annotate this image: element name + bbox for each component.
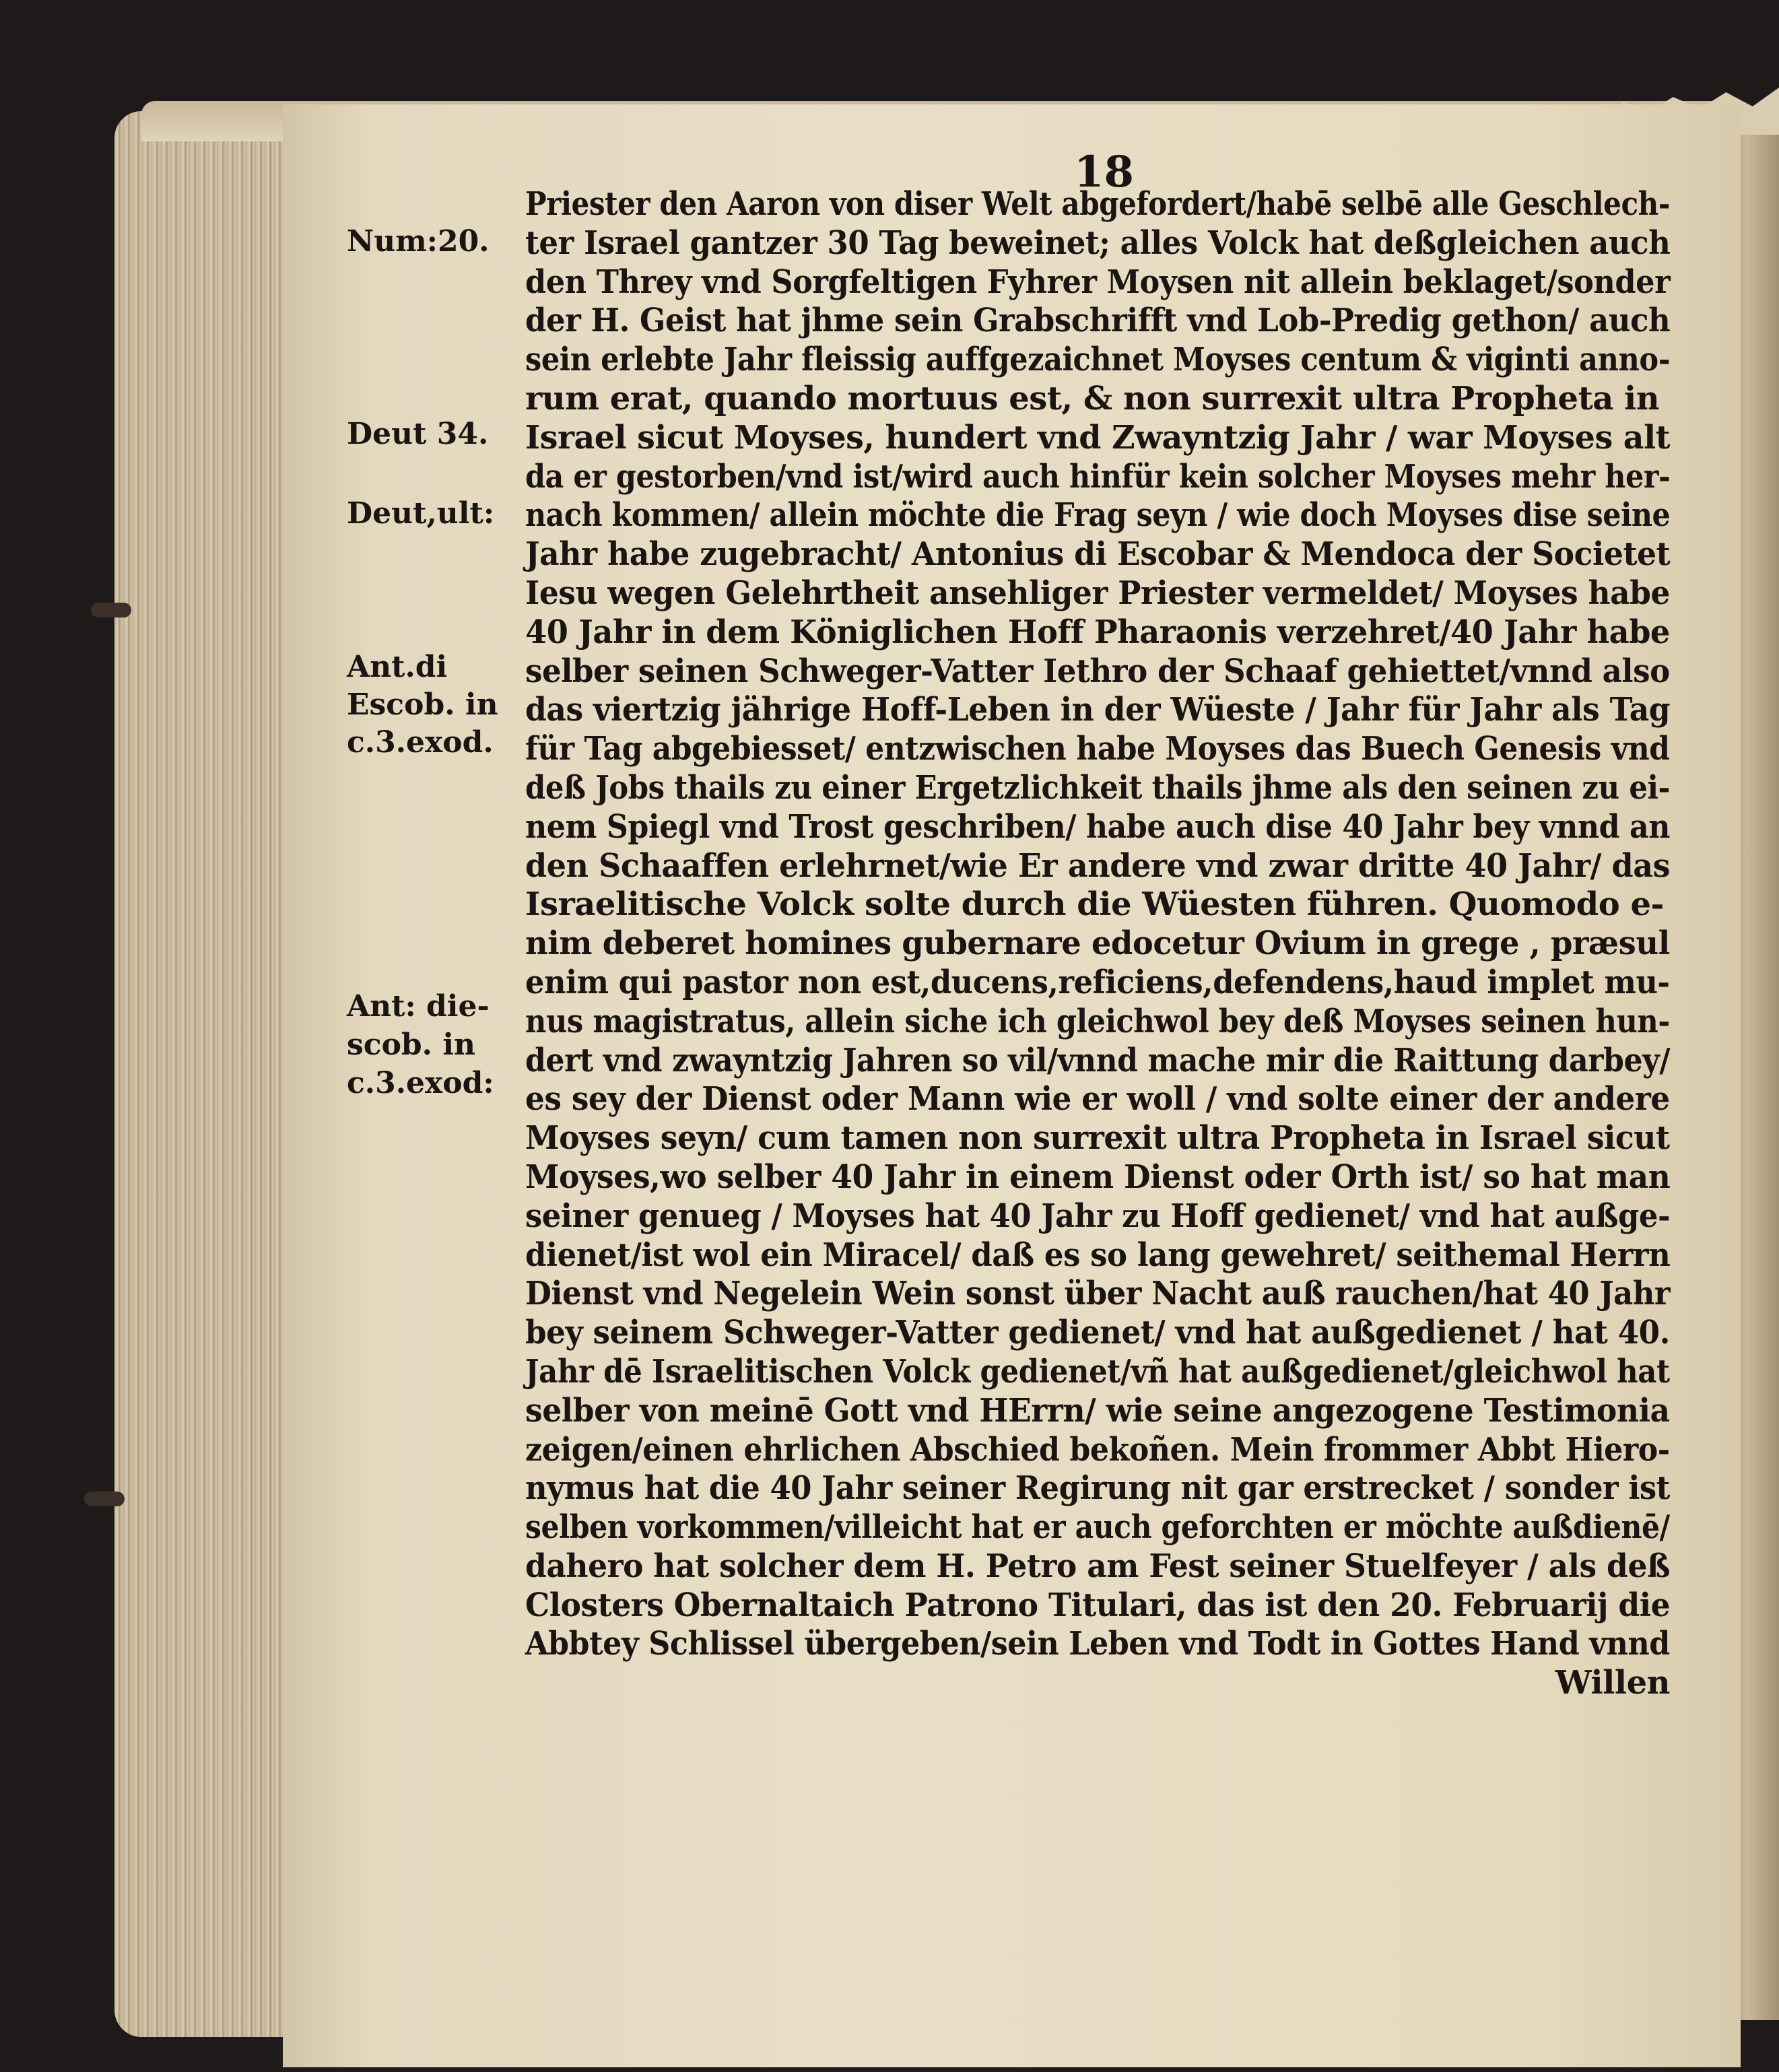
text-line: Iesu wegen Gelehrtheit ansehliger Priester vermeldet/ Moyses habe (525, 574, 1671, 612)
text-line: Israelitische Volck solte durch die Wüesten führen. Quomodo e- (525, 885, 1664, 924)
text-line: Abbtey Schlissel übergeben/sein Leben vnd Todt in Gottes Hand vnnd (525, 1625, 1670, 1663)
text-line: selben vorkommen/villeicht hat er auch geforchten er möchte außdienē/ (525, 1508, 1670, 1547)
text-line: Priester den Aaron von diser Welt abgefordert/habē selbē alle Geschlech- (525, 185, 1670, 223)
text-line: dert vnd zwayntzig Jahren so vil/vnnd mache mir die Raittung darbey/ (525, 1041, 1671, 1079)
text-line: enim qui pastor non est,ducens,reficiens,defendens,haud implet mu- (525, 963, 1670, 1001)
margin-ref-escobar-b-2: scob. in (347, 1028, 476, 1062)
text-line: den Schaaffen erlehrnet/wie Er andere vnd zwar dritte 40 Jahr/ das (525, 846, 1671, 885)
text-line: nem Spiegl vnd Trost geschriben/ habe auch dise 40 Jahr bey vnnd an (525, 807, 1671, 846)
binding-clasp-lower (84, 1492, 125, 1506)
text-line: Dienst vnd Negelein Wein sonst über Nacht auß rauchen/hat 40 Jahr (525, 1275, 1671, 1313)
text-line: rum erat, quando mortuus est, & non surrexit ultra Propheta in (525, 379, 1660, 417)
text-line: Jahr habe zugebracht/ Antonius di Escobar & Mendoca der Societet (525, 535, 1671, 574)
text-line: nus magistratus, allein siche ich gleichwol bey deß Moyses seinen hun- (525, 1002, 1670, 1040)
text-line: ter Israel gantzer 30 Tag beweinet; alles Volck hat deßgleichen auch (525, 224, 1671, 262)
binding-clasp-upper (91, 603, 131, 617)
text-line: bey seinem Schweger-Vatter gedienet/ vnd hat außgedienet / hat 40. (525, 1314, 1670, 1352)
text-line: deß Jobs thails zu einer Ergetzlichkeit thails jhme als den seinen zu ei- (525, 768, 1671, 807)
page-number: 18 (1074, 147, 1135, 197)
text-line: für Tag abgebiesset/ entzwischen habe Moyses das Buech Genesis vnd (525, 730, 1670, 768)
text-line: zeigen/einen ehrlichen Abschied bekoñen. Mein frommer Abbt Hiero- (525, 1430, 1670, 1469)
text-line: der H. Geist hat jhme sein Grabschrifft vnd Lob-Predig gethon/ auch (525, 302, 1671, 340)
text-line: es sey der Dienst oder Mann wie er woll / vnd solte einer der andere (525, 1080, 1670, 1118)
page-edges (114, 111, 290, 2037)
text-line: 40 Jahr in dem Königlichen Hoff Pharaonis verzehret/40 Jahr habe (525, 613, 1670, 651)
margin-ref-escobar-b-1: Ant: die- (347, 989, 490, 1024)
margin-ref-escobar-2: Escob. in (347, 688, 498, 722)
text-line: da er gestorben/vnd ist/wird auch hinfür kein solcher Moyses mehr her- (525, 457, 1671, 496)
text-line: Jahr dē Israelitischen Volck gedienet/vñ hat außgedienet/gleichwol hat (525, 1352, 1670, 1391)
text-line: den Threy vnd Sorgfeltigen Fyhrer Moysen nit allein beklaget/sonder (525, 263, 1671, 301)
margin-ref-deut34: Deut 34. (347, 417, 489, 451)
margin-ref-escobar-b-3: c.3.exod: (347, 1066, 494, 1100)
text-line: dahero hat solcher dem H. Petro am Fest seiner Stuelfeyer / als deß (525, 1547, 1671, 1585)
text-line: Closters Obernaltaich Patrono Titulari, das ist den 20. Februarij die (525, 1586, 1671, 1624)
text-line: Moyses,wo selber 40 Jahr in einem Dienst oder Orth ist/ so hat man (525, 1158, 1671, 1196)
text-line: seiner genueg / Moyses hat 40 Jahr zu Hoff gedienet/ vnd hat außge- (525, 1197, 1671, 1235)
text-line: selber von meinē Gott vnd HErrn/ wie seine angezogene Testimonia (525, 1391, 1670, 1430)
text-line: Israel sicut Moyses, hundert vnd Zwayntzig Jahr / war Moyses alt (525, 418, 1671, 457)
text-line: dienet/ist wol ein Miracel/ daß es so lang gewehret/ seithemal Herrn (525, 1236, 1671, 1274)
text-line: selber seinen Schweger-Vatter Iethro der Schaaf gehiettet/vnnd also (525, 652, 1670, 690)
text-line: nim deberet homines gubernare edocetur Ovium in grege , præsul (525, 925, 1670, 963)
text-line: sein erlebte Jahr fleissig auffgezaichnet Moyses centum & viginti anno- (525, 341, 1671, 379)
text-line: das viertzig jährige Hoff-Leben in der Wüeste / Jahr für Jahr als Tag (525, 691, 1671, 729)
catchword: Willen (1555, 1664, 1670, 1702)
margin-ref-deut-ult: Deut,ult: (347, 496, 495, 531)
text-line: nach kommen/ allein möchte die Frag seyn / wie doch Moyses dise seine (525, 496, 1671, 535)
margin-ref-escobar-1: Ant.di (347, 650, 448, 684)
main-text-block (525, 185, 1670, 1703)
text-line: Moyses seyn/ cum tamen non surrexit ultra Propheta in Israel sicut (525, 1119, 1670, 1158)
text-line: nymus hat die 40 Jahr seiner Regirung nit gar erstrecket / sonder ist (525, 1469, 1670, 1508)
margin-ref-escobar-3: c.3.exod. (347, 725, 494, 760)
margin-ref-num20: Num:20. (347, 224, 490, 259)
